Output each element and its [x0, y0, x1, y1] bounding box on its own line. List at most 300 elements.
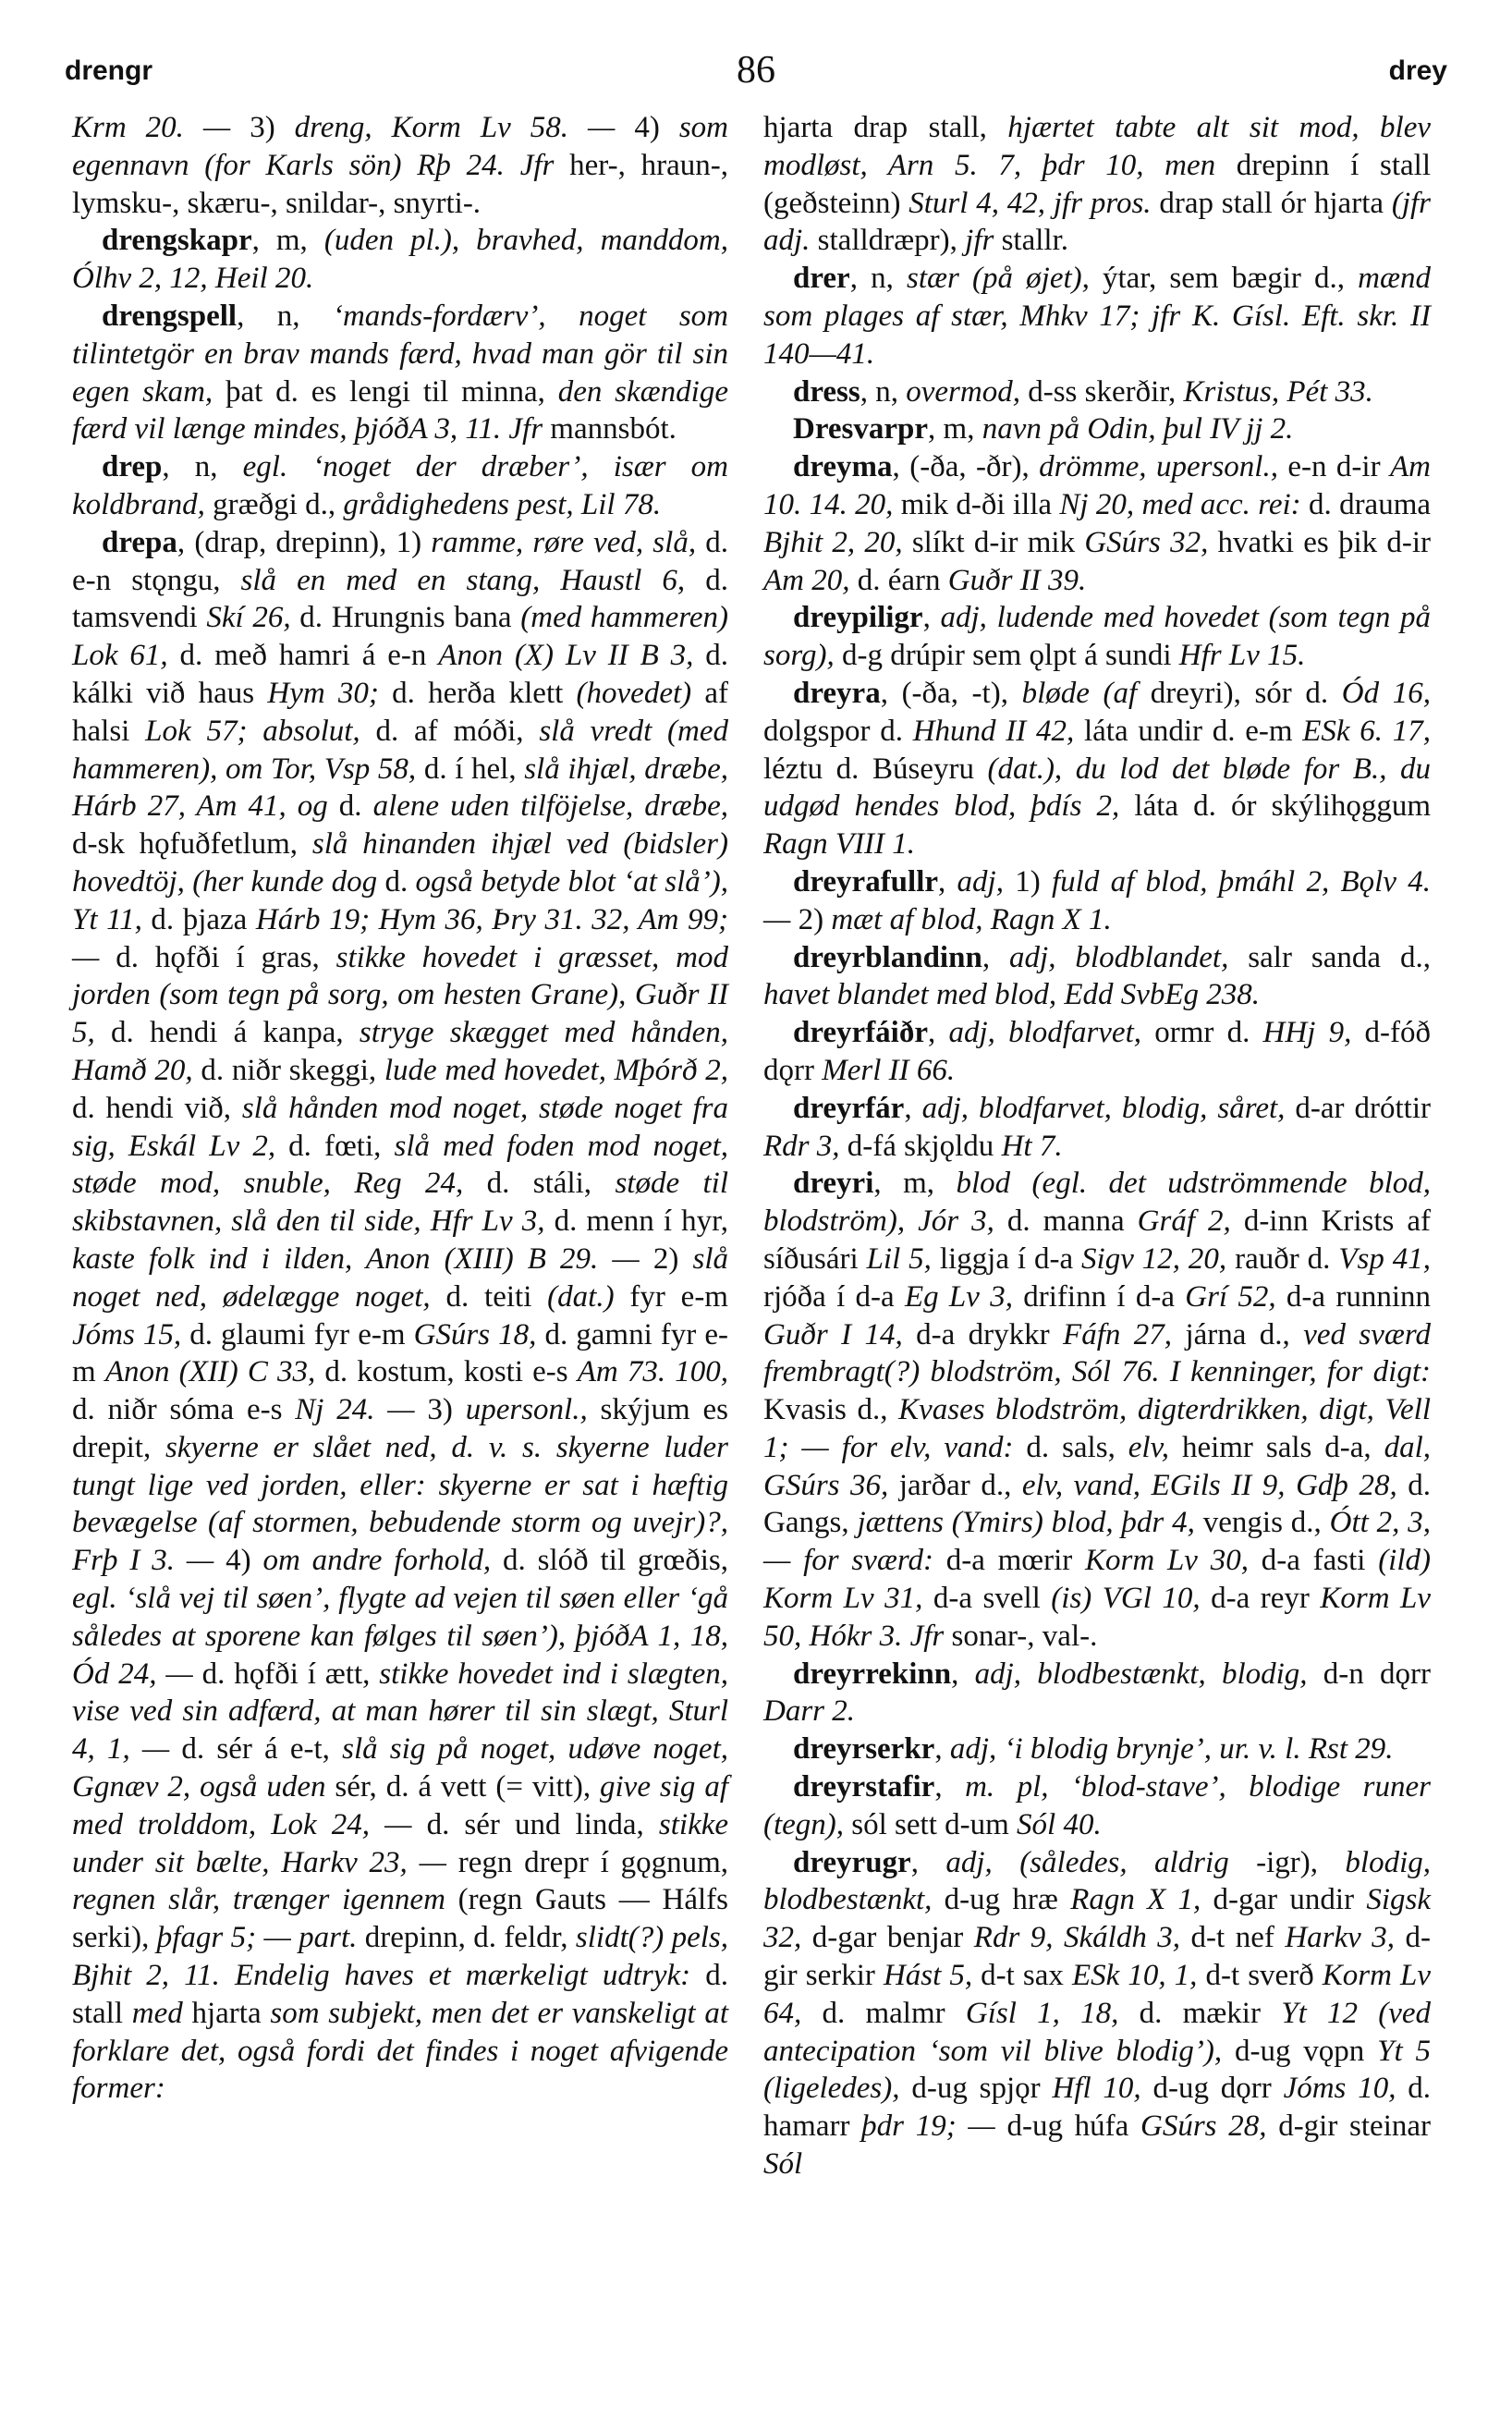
- italic-text: Ód 16,: [1341, 676, 1431, 710]
- italic-text: regnen slår, trænger igennem: [72, 1883, 458, 1917]
- italic-text: Bjhit 2, 20,: [763, 525, 912, 559]
- entry-text: d. sér und linda,: [426, 1807, 659, 1841]
- italic-text: egl. ‘noget der dræber’, især om koldbrand,: [72, 450, 728, 521]
- italic-text: GSúrs 32,: [1084, 525, 1218, 559]
- italic-text: om andre forhold,: [262, 1544, 504, 1578]
- italic-text: GSúrs 18,: [413, 1317, 545, 1351]
- entry-text: d. þjaza: [151, 902, 256, 936]
- entry-text: jarðar d.,: [898, 1468, 1022, 1502]
- entry-text: d-ug spjǫr: [911, 2072, 1053, 2106]
- italic-text: adj, ludende med hovedet (som tegn på sorg),: [763, 601, 1432, 673]
- italic-text: Hást 5,: [883, 1959, 982, 1993]
- italic-text: Hárb 19; Hym 36, Þry 31. 32, Am 99; —: [72, 902, 728, 974]
- entry-drengspell: [72, 298, 728, 448]
- entry-text: d. hǫfði í ætt,: [201, 1657, 380, 1691]
- entry-text: d-a mœrir: [945, 1544, 1086, 1578]
- italic-text: Yt 12 (ved antecipation ‘som vil blive blodig’),: [763, 1996, 1432, 2068]
- entry-text: heimr sals d-a,: [1181, 1430, 1384, 1464]
- entry-drepa-cont: [763, 109, 1431, 260]
- entry-text: stalldræpr),: [817, 224, 966, 258]
- entry-text: d-ug hræ: [944, 1883, 1071, 1917]
- italic-text: Anon (XII) C 33,: [104, 1355, 325, 1389]
- italic-text: Sigv 12, 20,: [1081, 1241, 1236, 1276]
- entry-text: hjarta: [191, 1996, 271, 2030]
- italic-text: stikke hovedet i græsset, mod jorden (som tegn på sorg, om hesten Grane), Guðr II 5,: [72, 940, 728, 1050]
- italic-text: stær (på øjet),: [907, 262, 1104, 296]
- entry-text: d-fóð dǫrr: [763, 1016, 1432, 1087]
- entry-text: sonar-, val-.: [951, 1619, 1098, 1653]
- entry-text: d. teiti: [445, 1279, 548, 1314]
- entry-text: láta undir d. e-m: [1083, 714, 1303, 748]
- entry-text: -igr),: [1256, 1845, 1346, 1879]
- entry-text: d. hamarr: [763, 2072, 1431, 2144]
- italic-text: ESk 10, 1,: [1071, 1959, 1206, 1993]
- entry-drep: [72, 448, 728, 524]
- italic-text: Am 20,: [763, 563, 858, 597]
- headword: Dresvarpr: [793, 412, 929, 446]
- entry-text: ,: [951, 1657, 975, 1691]
- entry-text: d. menn í hyr,: [554, 1204, 728, 1239]
- italic-text: slå en med en stang, Haustl 6,: [240, 563, 706, 597]
- italic-text: jfr: [965, 224, 1002, 258]
- entry-text: d. manna: [1006, 1204, 1138, 1239]
- entry-text: ,: [938, 864, 957, 899]
- entry-text: d. stall: [72, 1959, 728, 2030]
- entry-text: 4): [226, 1544, 263, 1578]
- entry-cont: [72, 109, 728, 222]
- entry-text: d-a drykkr: [916, 1317, 1064, 1351]
- italic-text: þdr 19; —: [861, 2109, 1007, 2144]
- entry-drer: [763, 260, 1431, 373]
- italic-text: Nj 24. —: [295, 1393, 428, 1427]
- italic-text: (is) VGl 10,: [1051, 1582, 1212, 1616]
- italic-text: kaste folk ind i ilden, Anon (XIII) B 29. —: [72, 1241, 653, 1276]
- right-running-headword: drey: [1388, 55, 1447, 86]
- italic-text: Vsp 41,: [1338, 1241, 1431, 1276]
- entry-text: vengis d.,: [1202, 1506, 1330, 1540]
- italic-text: stikke under sit bælte, Harkv 23, —: [72, 1807, 729, 1879]
- italic-text: støde til skibstavnen, slå den til side, Hfr Lv 3,: [72, 1167, 728, 1239]
- entry-text: d-a reyr: [1211, 1582, 1321, 1616]
- entry-text: d-ss skerðir,: [1028, 374, 1184, 409]
- entry-text: d. niðr sóma e-s: [72, 1393, 296, 1427]
- headword: dreyrafullr: [793, 864, 939, 899]
- entry-text: járna d.,: [1185, 1317, 1304, 1351]
- entry-text: d. mækir: [1139, 1996, 1282, 2030]
- entry-text: , n,: [849, 262, 907, 296]
- entry-text: ,: [910, 1845, 946, 1879]
- entry-text: sól sett d-um: [851, 1807, 1018, 1841]
- entry-dress: [763, 373, 1431, 411]
- entry-dreyrserkr: [763, 1730, 1431, 1768]
- entry-text: ,: [922, 601, 941, 635]
- entry-text: , n,: [162, 450, 243, 484]
- italic-text: adj, blodblandet,: [1009, 940, 1249, 974]
- entry-text: d. drauma: [1308, 487, 1432, 521]
- left-column: [72, 109, 728, 2108]
- entry-text: ,: [982, 940, 1010, 974]
- italic-text: alene uden tilföjelse, dræbe,: [372, 789, 728, 824]
- headword: dreyrrekinn: [793, 1657, 952, 1691]
- entry-text: skýjum es drepit,: [72, 1393, 728, 1464]
- entry-text: rjóða í d-a: [763, 1279, 905, 1314]
- entry-text: d. sals,: [1026, 1430, 1128, 1464]
- entry-text: ,: [934, 1770, 966, 1804]
- italic-text: lude med hovedet, Mþórð 2,: [384, 1053, 728, 1087]
- italic-text: Sól 40.: [1017, 1807, 1102, 1841]
- italic-text: slå med foden mod noget, støde mod, snuble, Reg 24,: [72, 1129, 729, 1201]
- entry-text: d-n dǫrr: [1323, 1657, 1431, 1691]
- entry-text: af halsi: [72, 676, 728, 748]
- entry-text: d-gar undir: [1213, 1883, 1367, 1917]
- entry-text: , n,: [237, 299, 333, 333]
- italic-text: overmod,: [906, 374, 1029, 409]
- entry-text: , m,: [928, 412, 982, 446]
- italic-text: adj, blodfarvet,: [948, 1016, 1155, 1050]
- italic-text: Sól: [763, 2147, 803, 2182]
- entry-text: léztu d. Búseyru: [763, 752, 988, 786]
- italic-text: adj, (således, aldrig: [945, 1845, 1257, 1879]
- italic-text: drömme, upersonl.,: [1039, 450, 1288, 484]
- headword: drep: [102, 450, 163, 484]
- italic-text: ‘mands-fordærv’, noget som tilintetgör en brav mands færd, hvad man gör til sin egen skam,: [72, 299, 729, 409]
- entry-text: d. hendi við,: [72, 1091, 242, 1125]
- entry-text: d. slóð til grœðis,: [503, 1544, 728, 1578]
- headword: dreyrugr: [793, 1845, 911, 1879]
- italic-text: slidt(?) pels, Bjhit 2, 11. Endelig haves et mærkeligt udtryk:: [72, 1921, 728, 1993]
- italic-text: mænd som plages af stær, Mhkv 17; jfr K. Gísl. Eft. skr. II 140—41.: [763, 262, 1432, 371]
- entry-text: d-g drúpir sem ǫlpt á sundi: [841, 639, 1179, 673]
- italic-text: elv, vand, EGils II 9, Gdþ 28,: [1021, 1468, 1408, 1502]
- italic-text: dal, GSúrs 36,: [763, 1430, 1432, 1502]
- italic-text: Korm Lv 50, Hókr 3. Jfr: [763, 1582, 1432, 1653]
- entry-text: d. kostum, kosti e-s: [324, 1355, 578, 1389]
- entry-text: d-t nef: [1190, 1921, 1286, 1955]
- italic-text: slå sig på noget, udøve noget, Ggnæv 2, også uden: [72, 1732, 728, 1804]
- italic-text: Anon (X) Lv II B 3,: [438, 639, 706, 673]
- italic-text: ved sværd frembragt(?) blodström, Sól 76. I kenninger, for digt:: [763, 1317, 1432, 1389]
- entry-text: drap stall ór hjarta: [1159, 186, 1392, 220]
- entry-text: d. hǫfði í gras,: [116, 940, 336, 974]
- entry-drepa: [72, 524, 728, 2108]
- entry-text: drepinn, d. feldr,: [364, 1921, 576, 1955]
- italic-text: (med hammeren) Lok 61,: [72, 601, 728, 673]
- italic-text: Am 10. 14. 20,: [763, 450, 1431, 521]
- headword: drer: [793, 262, 850, 296]
- entry-text: d-ar dróttir: [1295, 1091, 1432, 1125]
- entry-dreyri: [763, 1165, 1431, 1655]
- italic-text: slå hånden mod noget, støde noget fra sig, Eskál Lv 2,: [72, 1091, 728, 1163]
- italic-text: Guðr II 39.: [947, 563, 1087, 597]
- headword: dreyri: [793, 1167, 874, 1201]
- italic-text: Gísl 1, 18,: [965, 1996, 1140, 2030]
- entry-text: d. herða klett: [392, 676, 577, 710]
- italic-text: slå vredt (med hammeren), om Tor, Vsp 58,: [72, 714, 729, 786]
- italic-text: ramme, røre ved, slå,: [431, 525, 706, 559]
- entry-dreyrfaidr: [763, 1014, 1431, 1090]
- entry-text: ormr d.: [1154, 1016, 1263, 1050]
- italic-text: Kristus, Pét 33.: [1183, 374, 1373, 409]
- italic-text: hjærtet tabte alt sit mod, blev modløst, Arn 5. 7, þdr 10, men: [763, 111, 1431, 182]
- entry-text: stallr.: [1001, 224, 1069, 258]
- entry-text: d. gamni fyr e-m: [72, 1317, 728, 1389]
- entry-text: d. af móði,: [375, 714, 540, 748]
- headword: dreyra: [793, 676, 881, 710]
- italic-text: fuld af blod, þmáhl 2, Bǫlv 4. —: [763, 864, 1431, 936]
- entry-dreyrrekinn: [763, 1656, 1431, 1731]
- entry-text: d. Hrungnis bana: [299, 601, 521, 635]
- entry-dreyrstafir: [763, 1768, 1431, 1844]
- entry-text: d-a fasti: [1261, 1544, 1379, 1578]
- entry-text: drifinn í d-a: [1023, 1279, 1186, 1314]
- headword: dreyrstafir: [793, 1770, 935, 1804]
- italic-text: adj, blodfarvet, blodig, såret,: [921, 1091, 1296, 1125]
- italic-text: adj,: [957, 864, 1016, 899]
- italic-text: som subjekt, men det er vanskeligt at forklare det, også fordi det findes i noget afvigende former:: [72, 1996, 728, 2106]
- entry-dreyrugr: [763, 1844, 1431, 2183]
- entry-text: 2): [652, 1241, 693, 1276]
- entry-text: d-ug húfa: [1006, 2109, 1140, 2144]
- italic-text: Ótt 2, 3, — for sværd:: [763, 1506, 1431, 1578]
- page-number: 86: [737, 49, 775, 92]
- entry-text: fyr e-m: [629, 1279, 728, 1314]
- italic-text: Eg Lv 3,: [904, 1279, 1024, 1314]
- entry-text: slíkt d-ir mik: [911, 525, 1085, 559]
- headword: dreypiligr: [793, 601, 923, 635]
- entry-text: , m,: [251, 224, 324, 258]
- entry-text: dolgspor d.: [763, 714, 913, 748]
- entry-text: salr sanda d.,: [1248, 940, 1431, 974]
- entry-text: e-n d-ir: [1287, 450, 1390, 484]
- entry-text: , n,: [860, 374, 907, 409]
- italic-text: Hhund II 42,: [912, 714, 1084, 748]
- entry-text: d.: [338, 789, 373, 824]
- italic-text: Ht 7.: [1001, 1129, 1063, 1163]
- entry-text: ýtar, sem bægir d.,: [1103, 262, 1359, 296]
- entry-text: d-ug vǫpn: [1234, 2034, 1378, 2068]
- italic-text: Lok 57; absolut,: [145, 714, 376, 748]
- italic-text: Hfl 10,: [1052, 2072, 1153, 2106]
- entry-text: rauðr d.: [1235, 1241, 1339, 1276]
- italic-text: Sturl 4, 42, jfr pros.: [908, 186, 1160, 220]
- entry-text: d. hendi á kanpa,: [111, 1016, 360, 1050]
- entry-text: d-fá skjǫldu: [847, 1129, 1002, 1163]
- italic-text: þfagr 5; — part.: [156, 1921, 365, 1955]
- italic-text: jættens (Ymirs) blod, þdr 4,: [857, 1506, 1203, 1540]
- entry-text: þat d. es lengi til minna,: [226, 374, 558, 409]
- entry-text: d. í hel,: [423, 752, 525, 786]
- italic-text: slå ihjæl, dræbe, Hárb 27, Am 41, og: [72, 752, 729, 824]
- page-header: [65, 48, 1447, 104]
- entry-text: hjarta drap stall,: [763, 111, 1008, 144]
- italic-text: grådighedens pest, Lil 78.: [343, 487, 662, 521]
- entry-text: d. með hamri á e-n: [179, 639, 439, 673]
- entry-text: d.: [384, 864, 416, 899]
- entry-text: d-a runninn: [1286, 1279, 1432, 1314]
- italic-text: adj, blodbestænkt, blodig,: [974, 1657, 1323, 1691]
- entry-dreypiligr: [763, 599, 1431, 675]
- entry-text: láta d. ór skýlihǫggum: [1134, 789, 1431, 824]
- italic-text: (jfr adj.: [763, 186, 1431, 258]
- italic-text: GSúrs 28,: [1140, 2109, 1279, 2144]
- italic-text: havet blandet med blod, Edd SvbEg 238.: [763, 978, 1261, 1012]
- italic-text: Sigsk 32,: [763, 1883, 1431, 1955]
- italic-text: Jóms 10,: [1283, 2072, 1408, 2106]
- headword: drepa: [102, 525, 177, 559]
- italic-text: Fáfn 27,: [1063, 1317, 1186, 1351]
- italic-text: Ragn X 1,: [1070, 1883, 1213, 1917]
- headword: drengskapr: [102, 224, 252, 258]
- italic-text: stryge skægget med hånden, Hamð 20,: [72, 1016, 728, 1087]
- headword: dreyrblandinn: [793, 940, 982, 974]
- entry-text: d-t sax: [981, 1959, 1072, 1993]
- italic-text: HHj 9,: [1262, 1016, 1365, 1050]
- entry-text: d-gir steinar: [1278, 2109, 1431, 2144]
- italic-text: som egennavn (for Karls sön) Rþ 24. Jfr: [72, 111, 728, 182]
- entry-drengskapr: [72, 222, 728, 298]
- italic-text: elv,: [1128, 1430, 1182, 1464]
- entry-text: d. fœti,: [288, 1129, 395, 1163]
- italic-text: Lil 5,: [866, 1241, 940, 1276]
- entry-text: d. kálki við haus: [72, 639, 729, 710]
- italic-text: Rdr 9, Skáldh 3,: [973, 1921, 1191, 1955]
- entry-text: d-a svell: [933, 1582, 1052, 1616]
- italic-text: blod (egl. det udströmmende blod, blodström), Jór 3,: [763, 1167, 1431, 1239]
- italic-text: Ragn VIII 1.: [763, 827, 916, 862]
- italic-text: upersonl.,: [465, 1393, 601, 1427]
- italic-text: Nj 20, med acc. rei:: [1059, 487, 1309, 521]
- italic-text: også betyde blot ‘at slå’), Yt 11,: [72, 864, 729, 936]
- italic-text: slå hinanden ihjæl ved (bidsler) hovedtöj, (her kunde dog: [72, 827, 728, 899]
- entry-text: Kvasis d.,: [763, 1393, 899, 1427]
- entry-dreyrfar: [763, 1090, 1431, 1166]
- entry-text: d-sk hǫfuðfetlum,: [72, 827, 312, 862]
- italic-text: den skændige færd vil længe mindes, þjóðA 3, 11. Jfr: [72, 374, 729, 446]
- entry-text: hvatki es þik d-ir: [1217, 525, 1431, 559]
- entry-text: d. malmr: [822, 1996, 966, 2030]
- italic-text: Hfr Lv 15.: [1178, 639, 1306, 673]
- entry-text: d-t sverð: [1205, 1959, 1323, 1993]
- entry-text: (regn Gauts — Hálfs serki),: [72, 1883, 728, 1955]
- italic-text: Kvases blodström, digterdrikken, digt, Vell 1; — for elv, vand:: [763, 1393, 1431, 1464]
- entry-dresvarpr: [763, 410, 1431, 448]
- italic-text: dreng, Korm Lv 58. —: [294, 111, 635, 144]
- entry-text: sór d.: [1254, 676, 1342, 710]
- italic-text: navn på Odin, þul IV jj 2.: [982, 412, 1294, 446]
- entry-text: ,: [904, 1091, 922, 1125]
- entry-text: mik d-ði illa: [900, 487, 1060, 521]
- entry-text: sér, d. á vett (= vitt),: [335, 1770, 601, 1804]
- italic-text: Harkv 3,: [1285, 1921, 1406, 1955]
- entry-text: drepinn í stall (geðsteinn): [763, 148, 1431, 220]
- entry-text: d. tamsvendi: [72, 563, 728, 635]
- entry-text: 2): [798, 902, 832, 936]
- entry-text: græðgi d.,: [213, 487, 344, 521]
- entry-dreyma: [763, 448, 1431, 599]
- italic-text: Jóms 15,: [72, 1317, 190, 1351]
- italic-text: blodig, blodbestænkt,: [763, 1845, 1432, 1917]
- italic-text: (ild) Korm Lv 31,: [763, 1544, 1432, 1616]
- italic-text: (dat.): [547, 1279, 630, 1314]
- italic-text: skyerne er slået ned, d. v. s. skyerne luder tungt lige ved jorden, eller: skyerne er sat i hæftig bevægelse (af stormen, bebudende storm og uvejr)?, Frþ I 3. —: [72, 1430, 728, 1578]
- entry-text: d. glaumi fyr e-m: [189, 1317, 414, 1351]
- headword: dreyrserkr: [793, 1732, 935, 1767]
- italic-text: Krm 20. —: [72, 111, 250, 144]
- italic-text: med: [131, 1996, 192, 2030]
- entry-dreyrblandinn: [763, 939, 1431, 1015]
- italic-text: Skí 26,: [206, 601, 300, 635]
- entry-text: d. sér á e-t,: [181, 1732, 343, 1767]
- italic-text: Hym 30;: [267, 676, 393, 710]
- italic-text: ESk 6. 17,: [1302, 714, 1432, 748]
- italic-text: Korm Lv 30,: [1085, 1544, 1262, 1578]
- entry-text: dreyri),: [1150, 676, 1255, 710]
- italic-text: Am 73. 100,: [577, 1355, 729, 1389]
- entry-text: , (-ða, -ðr),: [892, 450, 1040, 484]
- entry-text: d-inn Krists af síðusári: [763, 1204, 1431, 1276]
- entry-text: d. Gangs,: [763, 1468, 1431, 1540]
- italic-text: give sig af med trolddom, Lok 24, —: [72, 1770, 728, 1841]
- headword: dress: [793, 374, 860, 409]
- italic-text: bløde (af: [1021, 676, 1151, 710]
- italic-text: Guðr I 14,: [763, 1317, 917, 1351]
- entry-text: , (drap, drepinn), 1): [177, 525, 432, 559]
- italic-text: Darr 2.: [763, 1694, 856, 1729]
- entry-text: d. stáli,: [486, 1167, 616, 1201]
- entry-text: d-gar benjar: [811, 1921, 974, 1955]
- entry-text: , m,: [873, 1167, 957, 1201]
- italic-text: m. pl, ‘blod-stave’, blodige runer (tegn),: [763, 1770, 1431, 1841]
- left-running-headword: drengr: [65, 55, 153, 86]
- italic-text: mæt af blod, Ragn X 1.: [831, 902, 1112, 936]
- headword: dreyrfár: [793, 1091, 905, 1125]
- italic-text: slå noget ned, ødelægge noget,: [72, 1241, 728, 1314]
- entry-text: liggja í d-a: [939, 1241, 1082, 1276]
- headword: drengspell: [102, 299, 238, 333]
- entry-text: ,: [928, 1016, 949, 1050]
- italic-text: adj, ‘i blodig brynje’, ur. v. l. Rst 29.: [949, 1732, 1394, 1767]
- italic-text: (uden pl.), bravhed, manddom, Ólhv 2, 12, Heil 20.: [72, 224, 728, 296]
- entry-text: 4): [634, 111, 679, 144]
- italic-text: (dat.), du lod det bløde for B., du udgød hendes blod, þdís 2,: [763, 752, 1431, 824]
- italic-text: stikke hovedet ind i slægten, vise ved sin adfærd, at man hører til sin slægt, Sturl 4, 1, —: [72, 1657, 728, 1767]
- right-column: [763, 109, 1431, 2183]
- entry-dreyrafullr: [763, 863, 1431, 939]
- entry-text: d. e-n stǫngu,: [72, 525, 728, 597]
- entry-text: d-gir serkir: [763, 1921, 1431, 1993]
- entry-text: regn drepr í gǫgnum,: [457, 1845, 728, 1879]
- entry-dreyra: [763, 675, 1431, 863]
- entry-text: d-ug dǫrr: [1152, 2072, 1284, 2106]
- italic-text: Grí 52,: [1185, 1279, 1286, 1314]
- entry-text: , (-ða, -t),: [880, 676, 1022, 710]
- italic-text: egl. ‘slå vej til søen’, flygte ad vejen til søen eller ‘gå således at sporene kan følges til søen’), þjóðA 1, 18, Ód 24, —: [72, 1582, 728, 1691]
- entry-text: 3): [250, 111, 295, 144]
- entry-text: d. éarn: [857, 563, 948, 597]
- italic-text: Rdr 3,: [763, 1129, 847, 1163]
- entry-text: ,: [934, 1732, 950, 1767]
- italic-text: (hovedet): [576, 676, 705, 710]
- entry-text: her-, hraun-, lymsku-, skæru-, snildar-, snyrti-.: [72, 148, 729, 220]
- headword: dreyma: [793, 450, 893, 484]
- entry-text: 3): [427, 1393, 466, 1427]
- entry-text: 1): [1015, 864, 1052, 899]
- italic-text: Korm Lv 64,: [763, 1959, 1432, 2030]
- headword: dreyrfáiðr: [793, 1016, 929, 1050]
- italic-text: Yt 5 (ligeledes),: [763, 2034, 1431, 2106]
- entry-text: d. niðr skeggi,: [201, 1053, 384, 1087]
- italic-text: Gráf 2,: [1137, 1204, 1244, 1239]
